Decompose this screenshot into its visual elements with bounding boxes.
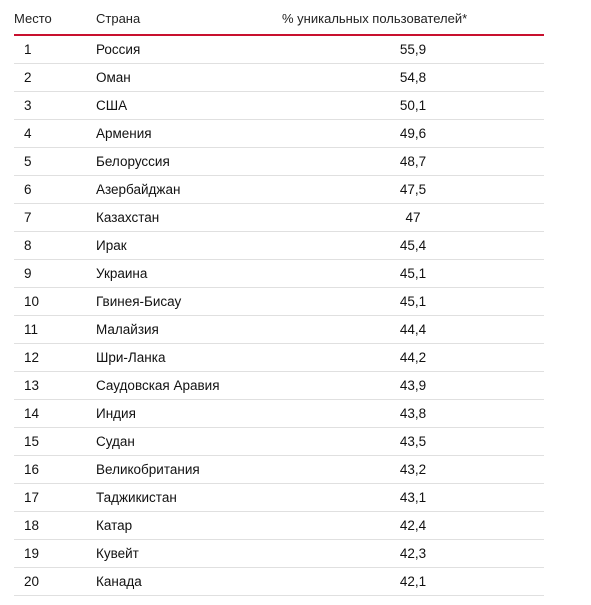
country-cell: Казахстан	[96, 204, 282, 232]
rank-cell: 11	[14, 316, 96, 344]
table-row	[14, 288, 544, 316]
value-cell: 43,8	[282, 400, 544, 428]
table-row	[14, 372, 544, 400]
rank-cell: 14	[14, 400, 96, 428]
rank-cell: 1	[14, 35, 96, 64]
country-cell: Гвинея-Бисау	[96, 288, 282, 316]
table-row	[14, 120, 544, 148]
country-cell: Саудовская Аравия	[96, 372, 282, 400]
value-cell: 47,5	[282, 176, 544, 204]
value-cell: 42,4	[282, 512, 544, 540]
table-row	[14, 540, 544, 568]
rank-cell: 9	[14, 260, 96, 288]
value-cell: 49,6	[282, 120, 544, 148]
table-row	[14, 176, 544, 204]
country-cell: Индия	[96, 400, 282, 428]
column-header-country: Страна	[96, 3, 282, 35]
value-cell: 43,9	[282, 372, 544, 400]
country-cell: Украина	[96, 260, 282, 288]
value-cell: 44,4	[282, 316, 544, 344]
table-header	[14, 3, 544, 35]
rank-cell: 3	[14, 92, 96, 120]
value-cell: 42,3	[282, 540, 544, 568]
rank-cell: 17	[14, 484, 96, 512]
table-row	[14, 64, 544, 92]
rank-cell: 15	[14, 428, 96, 456]
value-cell: 55,9	[282, 35, 544, 64]
table-row	[14, 260, 544, 288]
country-cell: Канада	[96, 568, 282, 596]
value-cell: 43,5	[282, 428, 544, 456]
country-cell: Армения	[96, 120, 282, 148]
value-cell: 43,1	[282, 484, 544, 512]
rank-cell: 16	[14, 456, 96, 484]
value-cell: 44,2	[282, 344, 544, 372]
country-cell: Белоруссия	[96, 148, 282, 176]
table-row	[14, 232, 544, 260]
country-cell: Шри-Ланка	[96, 344, 282, 372]
table-row	[14, 35, 544, 64]
column-header-value: % уникальных пользователей*	[282, 3, 544, 35]
table-row	[14, 92, 544, 120]
country-cell: США	[96, 92, 282, 120]
value-cell: 43,2	[282, 456, 544, 484]
table-row	[14, 484, 544, 512]
value-cell: 45,4	[282, 232, 544, 260]
ranking-table	[14, 3, 544, 596]
table-row	[14, 148, 544, 176]
value-cell: 42,1	[282, 568, 544, 596]
table-row	[14, 512, 544, 540]
country-cell: Великобритания	[96, 456, 282, 484]
value-cell: 47	[282, 204, 544, 232]
country-cell: Азербайджан	[96, 176, 282, 204]
table-body	[14, 35, 544, 596]
rank-cell: 10	[14, 288, 96, 316]
country-cell: Россия	[96, 35, 282, 64]
rank-cell: 12	[14, 344, 96, 372]
table-row	[14, 568, 544, 596]
country-cell: Судан	[96, 428, 282, 456]
table-row	[14, 316, 544, 344]
rank-cell: 5	[14, 148, 96, 176]
rank-cell: 13	[14, 372, 96, 400]
value-cell: 45,1	[282, 288, 544, 316]
country-cell: Малайзия	[96, 316, 282, 344]
rank-cell: 18	[14, 512, 96, 540]
table-row	[14, 456, 544, 484]
value-cell: 48,7	[282, 148, 544, 176]
table-row	[14, 344, 544, 372]
table-row	[14, 400, 544, 428]
rank-cell: 2	[14, 64, 96, 92]
country-cell: Таджикистан	[96, 484, 282, 512]
header-row	[14, 3, 544, 35]
value-cell: 45,1	[282, 260, 544, 288]
rank-cell: 20	[14, 568, 96, 596]
table-row	[14, 428, 544, 456]
rank-cell: 6	[14, 176, 96, 204]
value-cell: 54,8	[282, 64, 544, 92]
table-row	[14, 204, 544, 232]
country-cell: Кувейт	[96, 540, 282, 568]
rank-cell: 8	[14, 232, 96, 260]
column-header-rank: Место	[14, 3, 96, 35]
rank-cell: 7	[14, 204, 96, 232]
rank-cell: 19	[14, 540, 96, 568]
country-cell: Катар	[96, 512, 282, 540]
country-cell: Ирак	[96, 232, 282, 260]
country-cell: Оман	[96, 64, 282, 92]
value-cell: 50,1	[282, 92, 544, 120]
rank-cell: 4	[14, 120, 96, 148]
